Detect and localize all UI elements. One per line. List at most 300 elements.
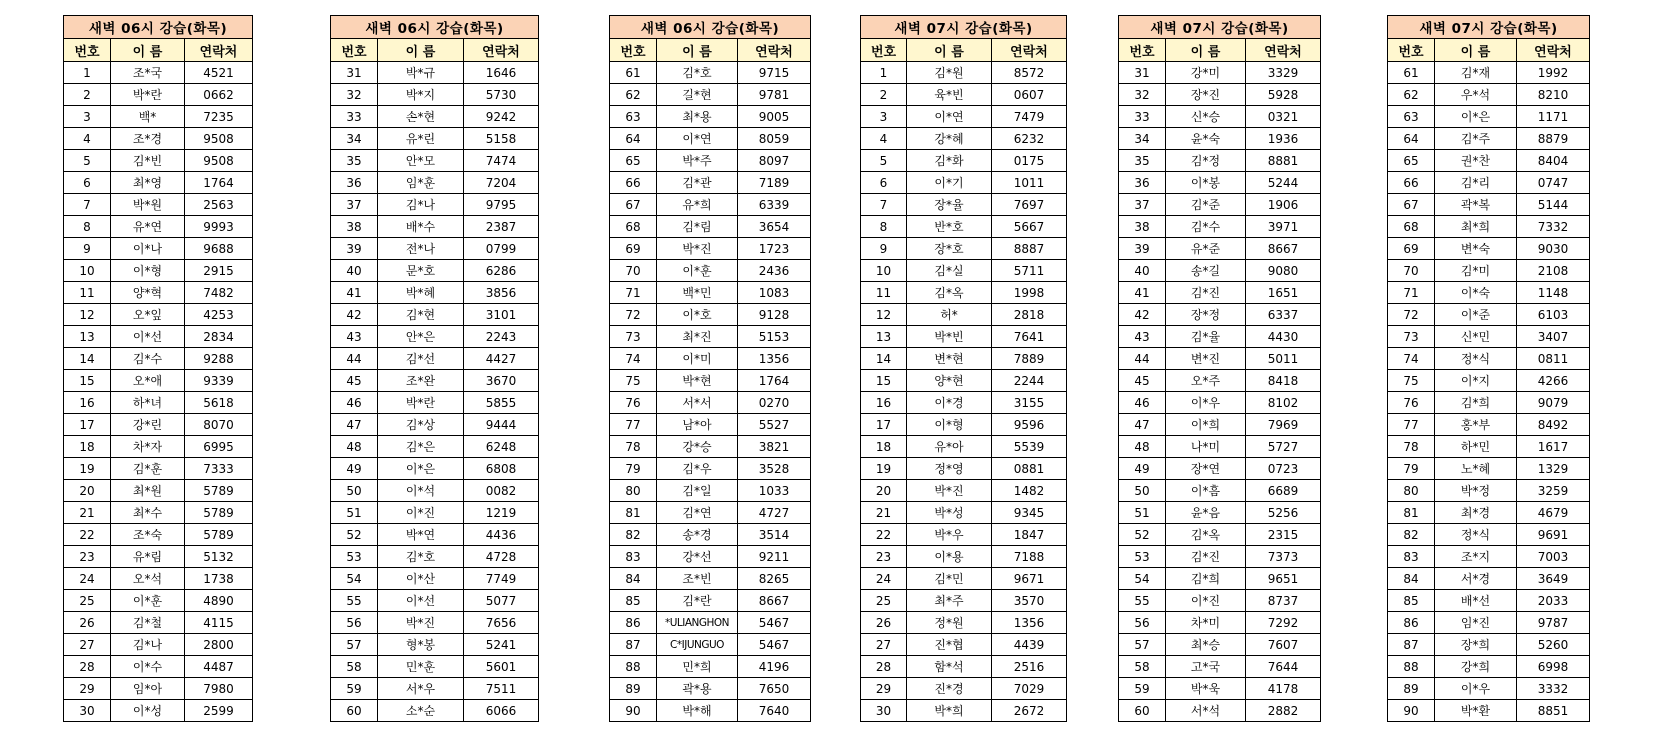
row-contact: 3649 [1517,568,1590,590]
row-number: 27 [861,634,907,656]
row-contact: 1148 [1517,282,1590,304]
row-contact: 6689 [1246,480,1321,502]
table-row [1388,216,1590,238]
table-row [1388,172,1590,194]
row-name: 배*선 [1435,590,1517,612]
row-number: 11 [861,282,907,304]
row-number: 68 [610,216,657,238]
table-row [1388,458,1590,480]
row-contact: 4679 [1517,502,1590,524]
row-contact: 5789 [185,502,253,524]
table-row [331,238,539,260]
row-contact: 5727 [1246,436,1321,458]
row-name: 최*승 [1166,634,1246,656]
row-number: 39 [1119,238,1166,260]
row-contact: 7332 [1517,216,1590,238]
row-number: 76 [1388,392,1435,414]
row-number: 1 [861,62,907,84]
row-name: 이*연 [657,128,738,150]
row-number: 18 [64,436,111,458]
row-contact: 7292 [1246,612,1321,634]
row-number: 80 [1388,480,1435,502]
table-title: 새벽 07시 강습(화목) [1119,16,1321,39]
table-row [610,678,811,700]
table-row [64,128,253,150]
row-name: 장*정 [1166,304,1246,326]
table-row [1119,348,1321,370]
column-header-contact: 연락처 [1246,39,1321,62]
table-row [1388,700,1590,722]
table-row [331,634,539,656]
row-number: 1 [64,62,111,84]
row-number: 39 [331,238,378,260]
row-name: 박*지 [378,84,464,106]
row-contact: 8667 [1246,238,1321,260]
row-contact: 5667 [992,216,1067,238]
row-number: 63 [1388,106,1435,128]
table-row [331,458,539,480]
table-row [1119,480,1321,502]
table-row [331,260,539,282]
table-row [1119,150,1321,172]
row-number: 43 [331,326,378,348]
row-contact: 8572 [992,62,1067,84]
row-contact: 9444 [464,414,539,436]
row-name: 이*연 [907,106,992,128]
table-row [64,414,253,436]
row-contact: 3821 [738,436,811,458]
row-contact: 9787 [1517,612,1590,634]
row-name: 김*수 [1166,216,1246,238]
table-row [861,546,1067,568]
row-number: 64 [610,128,657,150]
row-name: 이*산 [378,568,464,590]
table-row [64,194,253,216]
row-contact: 9080 [1246,260,1321,282]
table-row [1119,304,1321,326]
row-number: 84 [1388,568,1435,590]
row-name: 박*규 [378,62,464,84]
row-contact: 9211 [738,546,811,568]
row-name: 박*원 [111,194,185,216]
table-row [610,238,811,260]
row-contact: 2436 [738,260,811,282]
row-number: 57 [1119,634,1166,656]
row-name: 강*린 [111,414,185,436]
row-contact: 2818 [992,304,1067,326]
row-number: 49 [331,458,378,480]
row-name: 오*애 [111,370,185,392]
row-name: 김*림 [657,216,738,238]
row-number: 38 [331,216,378,238]
row-name: 오*잎 [111,304,185,326]
row-name: 차*미 [1166,612,1246,634]
row-number: 14 [64,348,111,370]
row-contact: 2882 [1246,700,1321,722]
row-contact: 4521 [185,62,253,84]
row-number: 33 [1119,106,1166,128]
row-contact: 5527 [738,414,811,436]
table-row [861,700,1067,722]
row-contact: 9795 [464,194,539,216]
row-name: 이*은 [378,458,464,480]
row-name: 김*옥 [907,282,992,304]
row-name: 정*식 [1435,524,1517,546]
row-name: 안*모 [378,150,464,172]
row-contact: 0799 [464,238,539,260]
column-header-contact: 연락처 [464,39,539,62]
row-name: 이*희 [1166,414,1246,436]
row-number: 86 [610,612,657,634]
table-row [861,348,1067,370]
row-contact: 5241 [464,634,539,656]
row-number: 29 [861,678,907,700]
table-row [1119,414,1321,436]
row-name: 김*희 [1166,568,1246,590]
row-number: 81 [610,502,657,524]
row-number: 28 [861,656,907,678]
table-row [64,458,253,480]
table-row [1388,524,1590,546]
row-name: 김*관 [657,172,738,194]
row-contact: 4728 [464,546,539,568]
row-number: 15 [861,370,907,392]
row-number: 48 [1119,436,1166,458]
row-name: 서*경 [1435,568,1517,590]
row-contact: 0321 [1246,106,1321,128]
row-contact: 8097 [738,150,811,172]
row-contact: 8492 [1517,414,1590,436]
row-contact: 1646 [464,62,539,84]
table-row [610,172,811,194]
row-contact: 3654 [738,216,811,238]
row-contact: 1906 [1246,194,1321,216]
row-number: 17 [861,414,907,436]
row-name: 이*석 [378,480,464,502]
row-number: 21 [64,502,111,524]
row-name: 장*율 [907,194,992,216]
row-name: 백*민 [657,282,738,304]
row-number: 80 [610,480,657,502]
row-name: 임*훈 [378,172,464,194]
row-contact: 5467 [738,634,811,656]
row-name: 장*희 [1435,634,1517,656]
row-name: 하*민 [1435,436,1517,458]
row-name: 민*훈 [378,656,464,678]
row-contact: 5789 [185,524,253,546]
row-name: 유*림 [111,546,185,568]
table-row [610,634,811,656]
row-number: 30 [861,700,907,722]
row-contact: 3856 [464,282,539,304]
row-name: 김*은 [378,436,464,458]
table-row [861,260,1067,282]
row-number: 69 [1388,238,1435,260]
row-name: 남*아 [657,414,738,436]
table-row [610,370,811,392]
row-number: 56 [331,612,378,634]
row-name: 서*석 [1166,700,1246,722]
row-name: 김*진 [1166,546,1246,568]
row-number: 40 [1119,260,1166,282]
row-contact: 2315 [1246,524,1321,546]
table-row [64,84,253,106]
table-row [610,436,811,458]
row-number: 34 [1119,128,1166,150]
column-header-name: 이 름 [378,39,464,62]
row-number: 58 [1119,656,1166,678]
row-number: 64 [1388,128,1435,150]
row-number: 31 [1119,62,1166,84]
row-name: 최*희 [1435,216,1517,238]
table-row [331,612,539,634]
roster-table-2 [330,15,539,722]
row-contact: 7373 [1246,546,1321,568]
table-row [331,656,539,678]
row-number: 90 [610,700,657,722]
column-header-number: 번호 [64,39,111,62]
row-contact: 4430 [1246,326,1321,348]
row-contact: 4253 [185,304,253,326]
table-row [610,656,811,678]
row-name: 길*현 [657,84,738,106]
row-number: 35 [1119,150,1166,172]
row-name: 고*국 [1166,656,1246,678]
row-name: 정*영 [907,458,992,480]
table-row [331,282,539,304]
table-row [1388,370,1590,392]
row-number: 21 [861,502,907,524]
row-name: 이*우 [1166,392,1246,414]
row-name: 박*란 [378,392,464,414]
row-name: 장*연 [1166,458,1246,480]
row-name: 육*빈 [907,84,992,106]
row-number: 66 [1388,172,1435,194]
row-number: 26 [64,612,111,634]
row-name: 조*숙 [111,524,185,546]
row-name: 이*미 [657,348,738,370]
row-name: 이*성 [111,700,185,722]
row-name: 곽*용 [657,678,738,700]
column-header-name: 이 름 [111,39,185,62]
row-number: 82 [1388,524,1435,546]
row-number: 18 [861,436,907,458]
row-number: 45 [1119,370,1166,392]
table-row [64,106,253,128]
row-contact: 4439 [992,634,1067,656]
row-number: 33 [331,106,378,128]
row-contact: 8059 [738,128,811,150]
row-number: 23 [64,546,111,568]
table-row [331,414,539,436]
row-number: 71 [1388,282,1435,304]
row-name: 윤*음 [1166,502,1246,524]
row-number: 89 [1388,678,1435,700]
row-name: 최*경 [1435,502,1517,524]
table-row [610,612,811,634]
row-number: 50 [331,480,378,502]
row-contact: 7969 [1246,414,1321,436]
row-number: 83 [1388,546,1435,568]
row-name: 조*완 [378,370,464,392]
row-contact: 2243 [464,326,539,348]
column-header-row [861,39,1067,62]
row-contact: 3329 [1246,62,1321,84]
column-header-number: 번호 [861,39,907,62]
row-number: 52 [1119,524,1166,546]
table-title: 새벽 07시 강습(화목) [1388,16,1590,39]
table-row [861,612,1067,634]
row-contact: 3259 [1517,480,1590,502]
row-number: 90 [1388,700,1435,722]
column-header-row [610,39,811,62]
table-row [1388,150,1590,172]
table-row [1388,128,1590,150]
table-row [64,392,253,414]
row-number: 55 [1119,590,1166,612]
row-name: 강*혜 [907,128,992,150]
row-contact: 3971 [1246,216,1321,238]
row-name: 이*기 [907,172,992,194]
table-title: 새벽 06시 강습(화목) [610,16,811,39]
row-name: 오*주 [1166,370,1246,392]
row-number: 72 [1388,304,1435,326]
row-contact: 9993 [185,216,253,238]
column-header-number: 번호 [1119,39,1166,62]
row-contact: 4115 [185,612,253,634]
row-name: 유*준 [1166,238,1246,260]
row-contact: 4487 [185,656,253,678]
row-name: 이*선 [111,326,185,348]
row-name: 김*화 [907,150,992,172]
row-contact: 1011 [992,172,1067,194]
row-number: 59 [1119,678,1166,700]
row-name: 손*현 [378,106,464,128]
row-number: 31 [331,62,378,84]
column-header-row [64,39,253,62]
row-number: 10 [861,260,907,282]
row-contact: 6066 [464,700,539,722]
row-number: 48 [331,436,378,458]
row-name: 배*수 [378,216,464,238]
table-row [1119,194,1321,216]
row-name: 김*실 [907,260,992,282]
row-number: 86 [1388,612,1435,634]
row-name: 송*경 [657,524,738,546]
row-name: 김*나 [111,634,185,656]
column-header-contact: 연락처 [738,39,811,62]
table-row [610,194,811,216]
row-number: 61 [1388,62,1435,84]
row-name: 강*희 [1435,656,1517,678]
table-row [331,84,539,106]
row-number: 22 [64,524,111,546]
row-name: C*IJUNGUO [657,634,738,656]
row-contact: 8887 [992,238,1067,260]
row-contact: 8667 [738,590,811,612]
row-contact: 8265 [738,568,811,590]
row-number: 24 [64,568,111,590]
row-name: 이*형 [907,414,992,436]
row-number: 51 [1119,502,1166,524]
row-contact: 7333 [185,458,253,480]
row-number: 22 [861,524,907,546]
row-name: 이*지 [1435,370,1517,392]
row-name: 김*율 [1166,326,1246,348]
column-header-name: 이 름 [1435,39,1517,62]
table-title: 새벽 06시 강습(화목) [64,16,253,39]
row-name: 임*아 [111,678,185,700]
row-number: 45 [331,370,378,392]
row-name: 이*선 [378,590,464,612]
row-contact: 9688 [185,238,253,260]
table-row [331,700,539,722]
table-row [64,370,253,392]
row-name: 변*진 [1166,348,1246,370]
row-contact: 6286 [464,260,539,282]
table-row [1119,502,1321,524]
row-number: 5 [861,150,907,172]
row-name: 강*승 [657,436,738,458]
row-contact: 9508 [185,128,253,150]
row-contact: 1651 [1246,282,1321,304]
row-name: 이*경 [907,392,992,414]
row-contact: 2244 [992,370,1067,392]
row-contact: 3101 [464,304,539,326]
table-row [1388,414,1590,436]
table-row [331,172,539,194]
row-number: 55 [331,590,378,612]
row-name: 박*현 [657,370,738,392]
table-row [64,238,253,260]
table-row [1388,568,1590,590]
table-row [1119,568,1321,590]
row-name: 조*지 [1435,546,1517,568]
row-number: 2 [861,84,907,106]
roster-table-5 [1118,15,1321,722]
table-row [861,106,1067,128]
table-row [331,194,539,216]
row-contact: 1723 [738,238,811,260]
table-row [1388,304,1590,326]
row-contact: 1033 [738,480,811,502]
row-contact: 0270 [738,392,811,414]
row-name: 소*순 [378,700,464,722]
row-name: 정*식 [1435,348,1517,370]
row-name: 함*석 [907,656,992,678]
row-contact: 5256 [1246,502,1321,524]
row-number: 76 [610,392,657,414]
row-contact: 7697 [992,194,1067,216]
row-contact: 4436 [464,524,539,546]
row-number: 37 [1119,194,1166,216]
table-row [1119,546,1321,568]
row-name: 권*찬 [1435,150,1517,172]
table-row [1119,656,1321,678]
roster-table-3 [609,15,811,722]
roster-table-1 [63,15,253,722]
row-contact: 2108 [1517,260,1590,282]
row-number: 65 [1388,150,1435,172]
table-row [861,414,1067,436]
table-row [331,128,539,150]
row-contact: 3332 [1517,678,1590,700]
row-name: 이*진 [378,502,464,524]
row-contact: 7980 [185,678,253,700]
table-row [861,392,1067,414]
column-header-contact: 연락처 [185,39,253,62]
column-header-row [1388,39,1590,62]
